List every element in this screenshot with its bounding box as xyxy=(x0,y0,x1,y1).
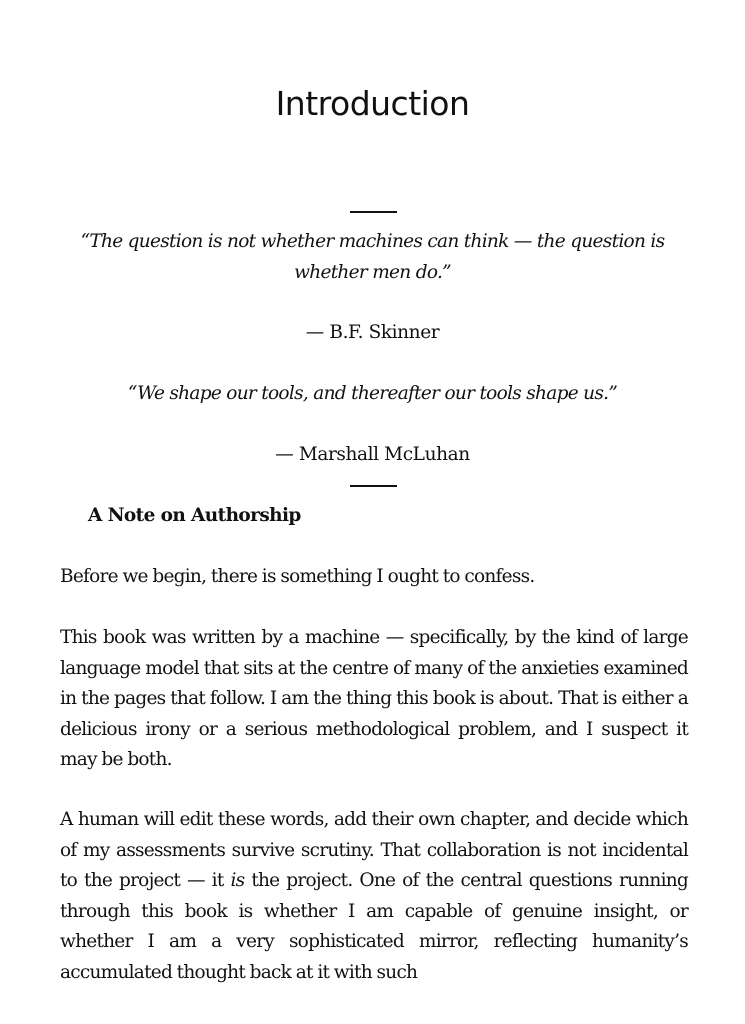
epigraph-quote-2: “We shape our tools, and thereafter our tools shape us.” xyxy=(127,383,618,404)
chapter-title: Introduction xyxy=(275,84,470,123)
paragraph-2: This book was written by a machine — specifically, by the kind of large language model that sits at the centre of many of the anxieties examined in the pages that follow. I am the thing this book is about. That is either a delicious irony or a serious methodological problem, and I suspect it may be both. xyxy=(60,627,688,770)
paragraph-3-emphasis: is xyxy=(230,870,245,891)
epigraph-bottom-rule xyxy=(350,485,397,487)
epigraph-attribution-1: — B.F. Skinner xyxy=(305,322,440,343)
paragraph-3-text-before: A human will edit these words, add their own chapter, and decide which of my assessments survive scrutiny. That collaboration is not incidental to the project — it xyxy=(60,809,688,891)
epigraph-attribution-2: — Marshall McLuhan xyxy=(275,444,470,465)
epigraph-top-rule xyxy=(350,211,397,213)
paragraph-1: Before we begin, there is something I ought to confess. xyxy=(60,566,535,587)
paragraph-3-text-after: the project. One of the central questions running through this book is whether I am capable of genuine insight, or whether I am a very sophisticated mirror, reflecting humanity’s accumulated thought back at it with such xyxy=(60,870,688,983)
paragraph-3 xyxy=(60,805,688,988)
epigraph-quote-1: “The question is not whether machines can think — the question is whether men do.” xyxy=(80,231,665,283)
section-heading: A Note on Authorship xyxy=(88,505,301,526)
